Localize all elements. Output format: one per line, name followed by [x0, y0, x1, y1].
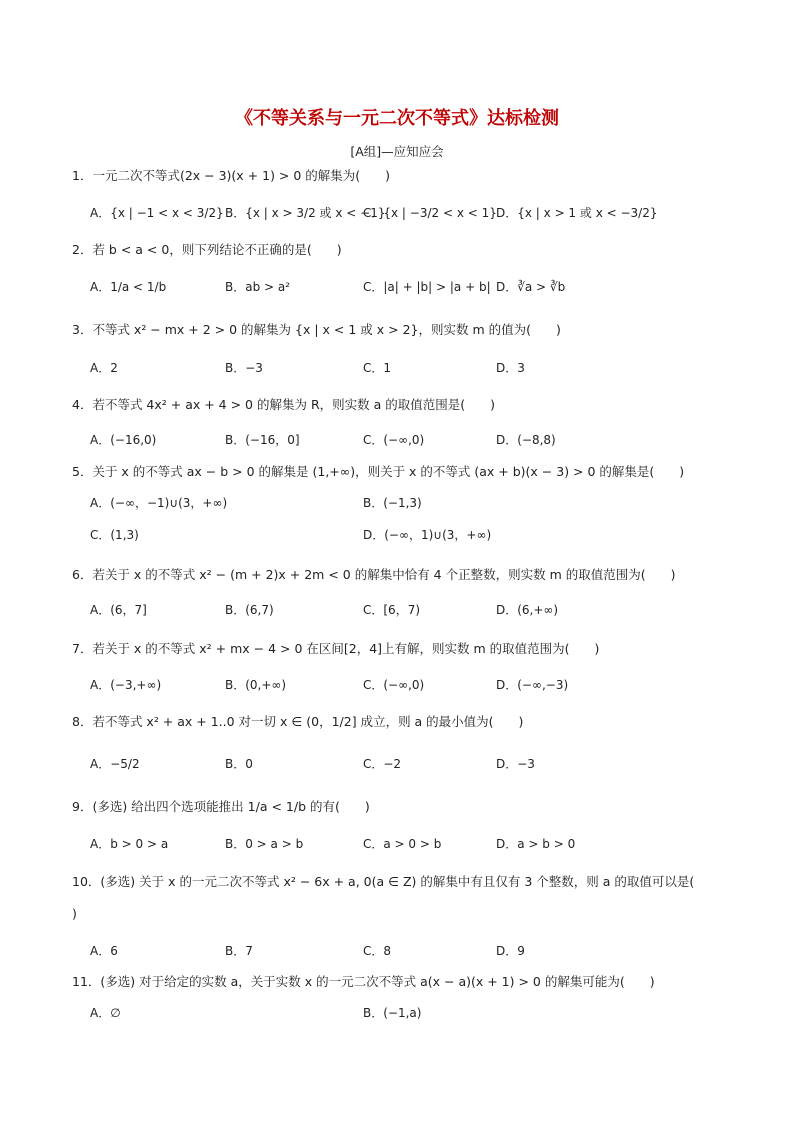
q7-option-c[interactable]: C．(−∞,0): [363, 678, 425, 692]
q2-option-a[interactable]: A．1/a < 1/b: [90, 280, 167, 294]
q1-option-b[interactable]: B．{x | x > 3/2 或 x < −1}: [225, 206, 386, 220]
question-3: 3．不等式 x² − mx + 2 > 0 的解集为 {x | x < 1 或 x > 2}，则实数 m 的值为( ): [72, 322, 561, 337]
q11-option-a[interactable]: A．∅: [90, 1006, 121, 1020]
question-1: 1．一元二次不等式(2x − 3)(x + 1) > 0 的解集为( ): [72, 168, 391, 183]
q5-option-d[interactable]: D．(−∞，1)∪(3，+∞): [363, 528, 492, 542]
q6-option-a[interactable]: A．(6，7]: [90, 603, 147, 617]
q4-option-a[interactable]: A．(−16,0): [90, 433, 157, 447]
q10-option-c[interactable]: C．8: [363, 944, 392, 958]
q3-option-b[interactable]: B．−3: [225, 361, 263, 375]
q10-option-a[interactable]: A．6: [90, 944, 118, 958]
q4-option-d[interactable]: D．(−8,8): [496, 433, 556, 447]
page-title: 《不等关系与一元二次不等式》达标检测: [235, 108, 559, 129]
question-11: 11．(多选) 对于给定的实数 a，关于实数 x 的一元二次不等式 a(x − a)(x + 1) > 0 的解集可能为( ): [72, 974, 655, 989]
q1-option-c[interactable]: C．{x | −3/2 < x < 1}: [363, 206, 497, 220]
q5-option-c[interactable]: C．(1,3): [90, 528, 139, 542]
q6-option-d[interactable]: D．(6,+∞): [496, 603, 559, 617]
q5-option-b[interactable]: B．(−1,3): [363, 496, 422, 510]
q2-option-b[interactable]: B．ab > a²: [225, 280, 291, 294]
q2-option-d[interactable]: D．∛a > ∛b: [496, 280, 566, 294]
section-subtitle: [A组]—应知应会: [350, 144, 444, 159]
q9-option-b[interactable]: B．0 > a > b: [225, 837, 304, 851]
q6-option-b[interactable]: B．(6,7): [225, 603, 274, 617]
q9-option-c[interactable]: C．a > 0 > b: [363, 837, 442, 851]
question-2: 2．若 b < a < 0，则下列结论不正确的是( ): [72, 242, 342, 257]
question-10-continued: ): [72, 906, 77, 921]
question-10: 10．(多选) 关于 x 的一元二次不等式 x² − 6x + a, 0(a ∈ Z) 的解集中有且仅有 3 个整数，则 a 的取值可以是(: [72, 874, 695, 889]
q6-option-c[interactable]: C．[6，7): [363, 603, 421, 617]
q3-option-c[interactable]: C．1: [363, 361, 392, 375]
q3-option-a[interactable]: A．2: [90, 361, 118, 375]
question-9: 9．(多选) 给出四个选项能推出 1/a < 1/b 的有( ): [72, 799, 370, 814]
q1-option-a[interactable]: A．{x | −1 < x < 3/2}: [90, 206, 224, 220]
q10-option-d[interactable]: D．9: [496, 944, 525, 958]
q7-option-a[interactable]: A．(−3,+∞): [90, 678, 162, 692]
q2-option-c[interactable]: C．|a| + |b| > |a + b|: [363, 280, 491, 294]
q5-option-a[interactable]: A．(−∞，−1)∪(3，+∞): [90, 496, 228, 510]
question-7: 7．若关于 x 的不等式 x² + mx − 4 > 0 在区间[2，4]上有解，则实数 m 的取值范围为( ): [72, 641, 600, 656]
q1-option-d[interactable]: D．{x | x > 1 或 x < −3/2}: [496, 206, 658, 220]
question-8: 8．若不等式 x² + ax + 1..0 对一切 x ∈ (0，1/2] 成立，则 a 的最小值为( ): [72, 714, 524, 729]
q11-option-b[interactable]: B．(−1,a): [363, 1006, 422, 1020]
question-4: 4．若不等式 4x² + ax + 4 > 0 的解集为 R，则实数 a 的取值范围是( ): [72, 397, 496, 412]
q4-option-c[interactable]: C．(−∞,0): [363, 433, 425, 447]
question-6: 6．若关于 x 的不等式 x² − (m + 2)x + 2m < 0 的解集中恰有 4 个正整数，则实数 m 的取值范围为( ): [72, 567, 676, 582]
q9-option-a[interactable]: A．b > 0 > a: [90, 837, 169, 851]
q8-option-c[interactable]: C．−2: [363, 757, 402, 771]
q8-option-d[interactable]: D．−3: [496, 757, 535, 771]
q7-option-b[interactable]: B．(0,+∞): [225, 678, 287, 692]
q9-option-d[interactable]: D．a > b > 0: [496, 837, 576, 851]
q3-option-d[interactable]: D．3: [496, 361, 525, 375]
q8-option-a[interactable]: A．−5/2: [90, 757, 140, 771]
q4-option-b[interactable]: B．(−16，0]: [225, 433, 300, 447]
question-5: 5．关于 x 的不等式 ax − b > 0 的解集是 (1,+∞)，则关于 x 的不等式 (ax + b)(x − 3) > 0 的解集是( ): [72, 464, 685, 479]
q10-option-b[interactable]: B．7: [225, 944, 253, 958]
q7-option-d[interactable]: D．(−∞,−3): [496, 678, 569, 692]
q8-option-b[interactable]: B．0: [225, 757, 253, 771]
